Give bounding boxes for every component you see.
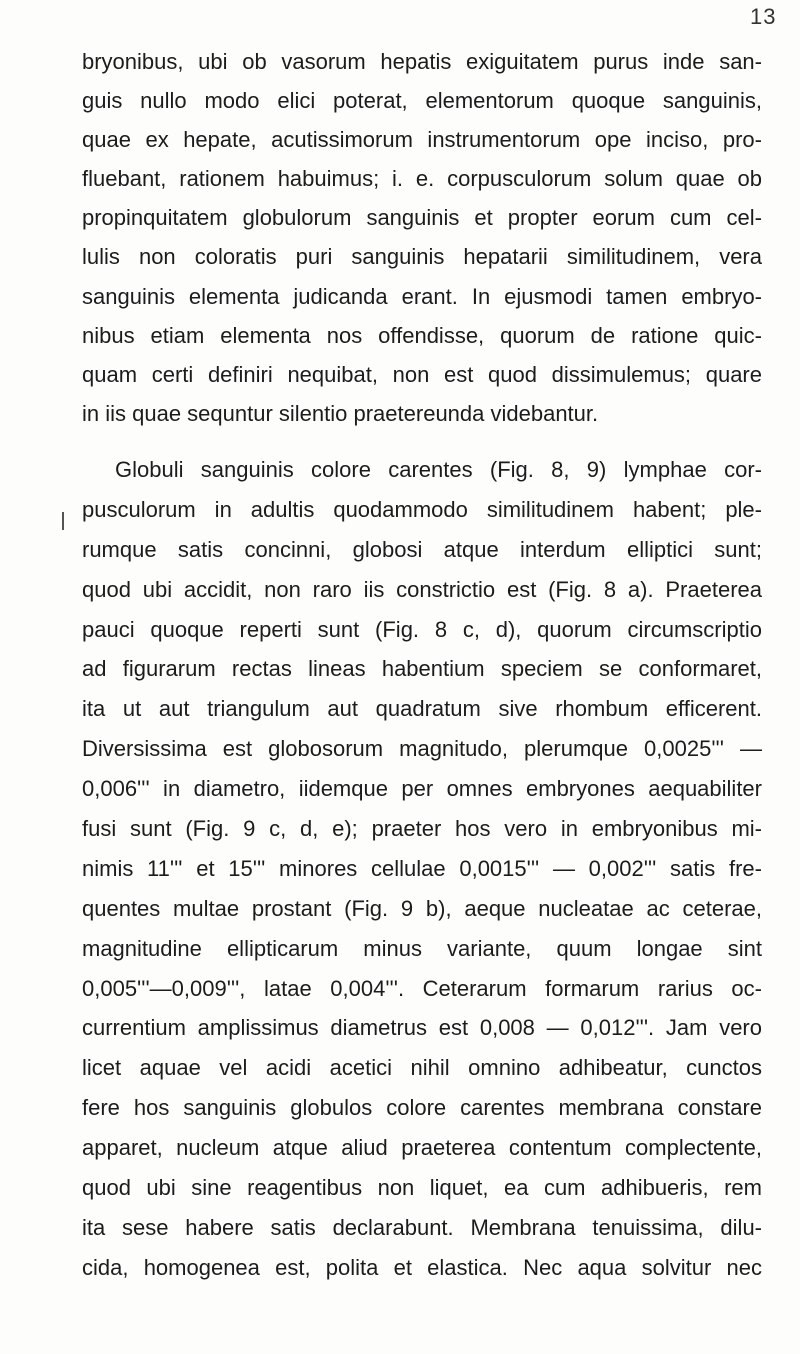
text-line: 0,005'''—0,009''', latae 0,004'''. Ceterarum formarum rarius oc- xyxy=(82,975,762,1001)
text-line: quae ex hepate, acutissimorum instrumentorum ope inciso, pro- xyxy=(82,127,762,153)
text-line: quod ubi accidit, non raro iis constrictio est (Fig. 8 a). Praeterea xyxy=(82,576,762,602)
text-line: currentium amplissimus diametrus est 0,008 — 0,012'''. Jam vero xyxy=(82,1015,762,1041)
text-line: lulis non coloratis puri sanguinis hepatarii similitudinem, vera xyxy=(82,244,762,270)
text-line: pusculorum in adultis quodammodo similitudinem habent; ple- xyxy=(82,496,762,522)
text-line: propinquitatem globulorum sanguinis et propter eorum cum cel- xyxy=(82,205,762,231)
text-line: quam certi definiri nequibat, non est quod dissimulemus; quare xyxy=(82,361,762,387)
text-line: fusi sunt (Fig. 9 c, d, e); praeter hos vero in embryonibus mi- xyxy=(82,816,762,842)
text-line: bryonibus, ubi ob vasorum hepatis exiguitatem purus inde san- xyxy=(82,49,762,74)
text-line: cida, homogenea est, polita et elastica. Nec aqua solvitur nec xyxy=(82,1254,762,1280)
text-line: quod ubi sine reagentibus non liquet, ea cum adhibueris, rem xyxy=(82,1175,762,1201)
page-number: 13 xyxy=(750,4,777,29)
text-line: 0,006''' in diametro, iidemque per omnes embryones aequabiliter xyxy=(82,776,762,802)
text-line: guis nullo modo elici poterat, elementorum quoque sanguinis, xyxy=(82,88,762,114)
paragraph-2 xyxy=(82,450,762,1288)
text-line: ad figurarum rectas lineas habentium speciem se conformaret, xyxy=(82,656,762,682)
text-line: in iis quae sequntur silentio praetereunda videbantur. xyxy=(82,400,599,426)
text-line: quentes multae prostant (Fig. 9 b), aeque nucleatae ac ceterae, xyxy=(82,895,762,921)
text-line: sanguinis elementa judicanda erant. In ejusmodi tamen embryo- xyxy=(82,283,762,309)
text-line: fere hos sanguinis globulos colore carentes membrana constare xyxy=(82,1095,762,1121)
text-line: pauci quoque reperti sunt (Fig. 8 c, d), quorum circumscriptio xyxy=(82,616,762,642)
text-line: fluebant, rationem habuimus; i. e. corpusculorum solum quae ob xyxy=(82,166,762,192)
text-line: Globuli sanguinis colore carentes (Fig. 8, 9) lymphae cor- xyxy=(115,457,762,482)
text-line: nibus etiam elementa nos offendisse, quorum de ratione quic- xyxy=(82,322,762,348)
text-line: apparet, nucleum atque aliud praeterea contentum complectente, xyxy=(82,1135,762,1161)
paragraph-1 xyxy=(82,42,762,433)
text-line: magnitudine ellipticarum minus variante, quum longae sint xyxy=(82,935,762,961)
text-line: rumque satis concinni, globosi atque interdum elliptici sunt; xyxy=(82,536,762,562)
text-line: nimis 11''' et 15''' minores cellulae 0,0015''' — 0,002''' satis fre- xyxy=(82,855,762,881)
text-line: Diversissima est globosorum magnitudo, plerumque 0,0025''' — xyxy=(82,736,762,762)
margin-mark xyxy=(62,512,64,530)
text-line: ita ut aut triangulum aut quadratum sive rhombum efficerent. xyxy=(82,696,762,722)
text-line: ita sese habere satis declarabunt. Membrana tenuissima, dilu- xyxy=(82,1214,762,1240)
text-line: licet aquae vel acidi acetici nihil omnino adhibeatur, cunctos xyxy=(82,1055,762,1081)
